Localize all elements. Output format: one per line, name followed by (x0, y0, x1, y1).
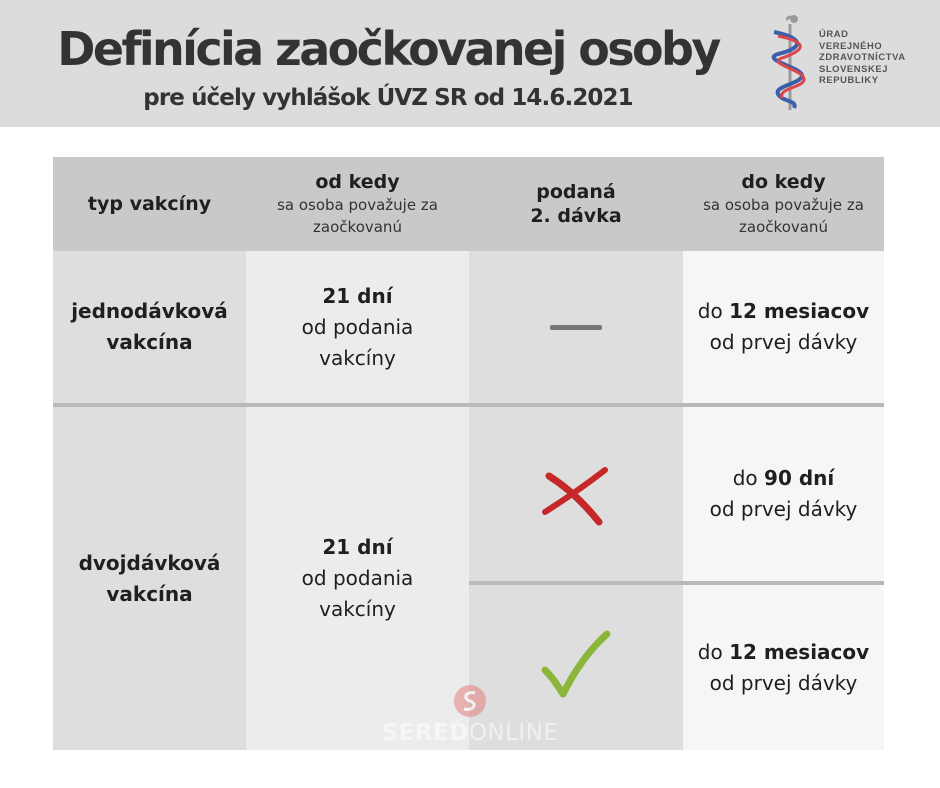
row-label-single: jednodávková vakcína (53, 251, 246, 403)
cross-icon (541, 462, 611, 526)
watermark: SEREĎONLINE (376, 684, 564, 744)
double-from-cell: 21 dní od podania vakcíny (246, 407, 469, 750)
column-header-dose: podaná 2. dávka (469, 157, 683, 251)
double-no-dose-cell (469, 407, 683, 581)
header-banner (0, 0, 940, 127)
column-header-from: od kedy sa osoba považuje za zaočkovanú (246, 157, 469, 251)
single-from-cell: 21 dní od podania vakcíny (246, 251, 469, 403)
logo-text: ÚRAD VEREJNÉHO ZDRAVOTNÍCTVA SLOVENSKEJ REPUBLIKY (819, 28, 906, 86)
column-header-until: do kedy sa osoba považuje za zaočkovanú (683, 157, 884, 251)
column-header-type: typ vakcíny (53, 157, 246, 251)
page-subtitle: pre účely vyhlášok ÚVZ SR od 14.6.2021 (143, 85, 633, 111)
single-dose-cell (469, 251, 683, 403)
watermark-logo-icon (453, 684, 487, 718)
vaccination-table (53, 157, 884, 754)
dash-icon (550, 325, 602, 330)
page-title: Definícia zaočkovanej osoby (57, 22, 719, 76)
caduceus-icon (764, 14, 816, 114)
row-label-double: dvojdávková vakcína (53, 407, 246, 750)
single-until-cell: do 12 mesiacov od prvej dávky (683, 251, 884, 403)
double-no-dose-until-cell: do 90 dní od prvej dávky (683, 407, 884, 581)
double-with-dose-until-cell: do 12 mesiacov od prvej dávky (683, 585, 884, 750)
